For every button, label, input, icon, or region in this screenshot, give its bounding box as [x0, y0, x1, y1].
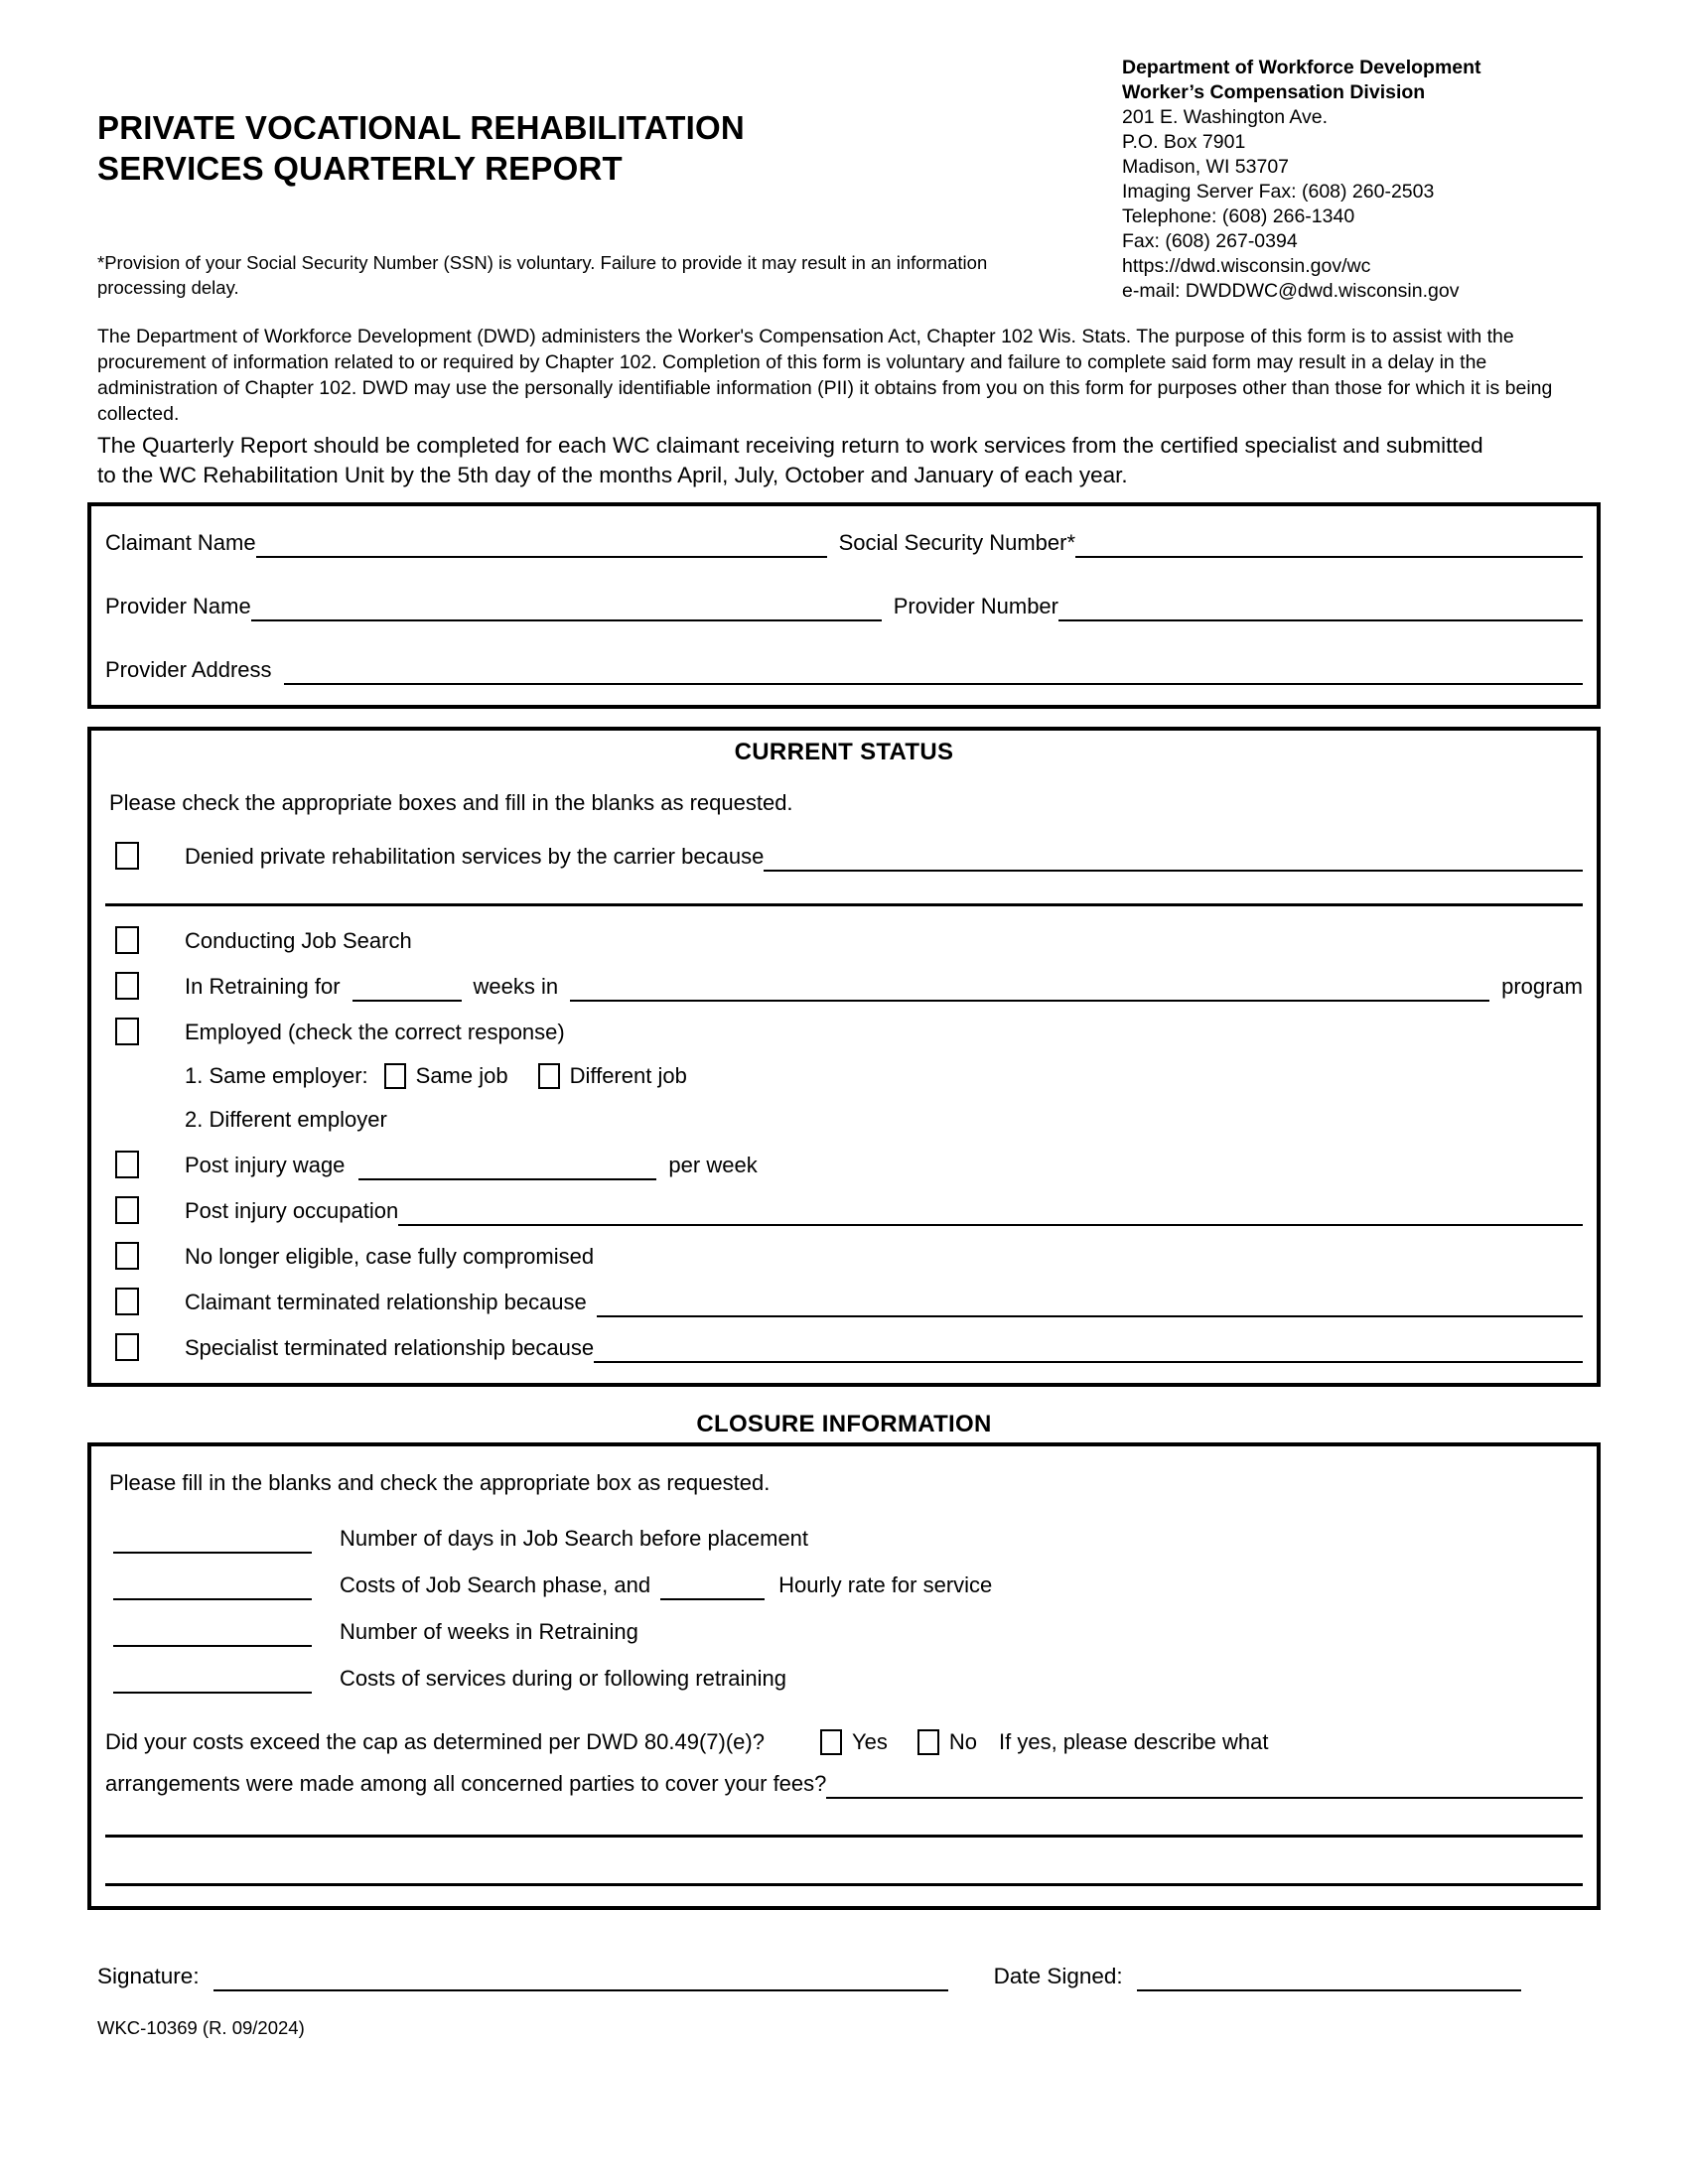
closure-information-box: [87, 1442, 1601, 1910]
specialist-terminated-label: Specialist terminated relationship because: [185, 1335, 595, 1360]
per-week-label: per week: [668, 1153, 758, 1177]
checkbox-different-job[interactable]: [538, 1063, 560, 1089]
denied-reason-input[interactable]: [764, 842, 1583, 872]
form-header: [87, 0, 1601, 304]
form-number: WKC-10369 (R. 09/2024): [97, 2017, 305, 2038]
checkbox-cap-yes[interactable]: [820, 1729, 842, 1755]
current-status-title: CURRENT STATUS: [734, 739, 954, 765]
if-yes-label-part1: If yes, please describe what: [999, 1729, 1269, 1754]
agency-fax: Fax: (608) 267-0394: [1122, 230, 1298, 252]
checkbox-post-injury-wage[interactable]: [115, 1151, 139, 1178]
signature-row: [87, 1962, 1601, 1991]
employed-row: [105, 1018, 1583, 1047]
provider-name-label: Provider Name: [105, 594, 251, 618]
checkbox-cap-no[interactable]: [917, 1729, 939, 1755]
employed-label: Employed (check the correct response): [185, 1020, 565, 1044]
agency-street: 201 E. Washington Ave.: [1122, 106, 1329, 128]
page-title-line1: PRIVATE VOCATIONAL REHABILITATION: [97, 109, 745, 146]
checkbox-employed[interactable]: [115, 1018, 139, 1045]
post-injury-wage-label: Post injury wage: [185, 1153, 346, 1177]
post-injury-wage-input[interactable]: [358, 1151, 656, 1180]
if-yes-label-part2: arrangements were made among all concerned parties to cover your fees?: [105, 1771, 827, 1796]
costs-job-search-label: Costs of Job Search phase, and: [340, 1572, 651, 1597]
same-employer-row: [185, 1061, 1583, 1091]
costs-of-services-input[interactable]: [113, 1664, 312, 1694]
agency-name: Department of Workforce Development: [1122, 57, 1481, 78]
post-injury-occupation-input[interactable]: [398, 1196, 1583, 1226]
retraining-prefix-label: In Retraining for: [185, 974, 341, 999]
costs-job-search-input[interactable]: [113, 1570, 312, 1600]
current-status-box: [87, 727, 1601, 1387]
checkbox-no-longer-eligible[interactable]: [115, 1242, 139, 1270]
agency-imaging-fax: Imaging Server Fax: (608) 260-2503: [1122, 181, 1435, 203]
checkbox-same-job[interactable]: [384, 1063, 406, 1089]
no-longer-eligible-row: [105, 1242, 1583, 1272]
agency-website-link: https://dwd.wisconsin.gov/wc: [1122, 255, 1371, 277]
weeks-in-retraining-label: Number of weeks in Retraining: [340, 1619, 638, 1644]
costs-of-services-row: [105, 1664, 1583, 1694]
provider-address-label: Provider Address: [105, 657, 272, 682]
checkbox-specialist-terminated[interactable]: [115, 1333, 139, 1361]
provider-address-input[interactable]: [284, 655, 1583, 685]
claimant-name-input[interactable]: [256, 528, 827, 558]
signature-label: Signature:: [97, 1964, 200, 1988]
retraining-middle-label: weeks in: [473, 974, 559, 999]
identification-box: [87, 502, 1601, 709]
checkbox-conducting-job-search[interactable]: [115, 926, 139, 954]
date-signed-label: Date Signed:: [993, 1964, 1123, 1988]
conducting-job-search-label: Conducting Job Search: [185, 928, 412, 953]
provider-number-input[interactable]: [1058, 592, 1583, 621]
post-injury-occupation-row: [105, 1196, 1583, 1226]
hourly-rate-input[interactable]: [660, 1570, 765, 1600]
cap-no-label: No: [948, 1729, 977, 1754]
quarterly-report-paragraph: The Quarterly Report should be completed for each WC claimant receiving return to work services from the certified specialist and submitted to the WC Rehabilitation Unit by the 5th day of the months April, July, October and January of each year.: [97, 433, 1483, 487]
ssn-label: Social Security Number*: [838, 530, 1076, 555]
different-employer-label: 2. Different employer: [185, 1107, 387, 1132]
ssn-input[interactable]: [1075, 528, 1583, 558]
retraining-row: [105, 972, 1583, 1002]
claimant-terminated-reason-input[interactable]: [597, 1288, 1583, 1317]
specialist-terminated-reason-input[interactable]: [594, 1333, 1583, 1363]
ssn-disclosure-note: *Provision of your Social Security Number (SSN) is voluntary. Failure to provide it may result in an information processing delay.: [97, 252, 988, 298]
hourly-rate-label: Hourly rate for service: [778, 1572, 993, 1597]
signature-input[interactable]: [213, 1962, 948, 1991]
provider-row: [105, 592, 1583, 621]
provider-name-input[interactable]: [251, 592, 882, 621]
fees-arrangements-input[interactable]: [826, 1769, 1583, 1799]
checkbox-in-retraining[interactable]: [115, 972, 139, 1000]
agency-address-block: [1122, 56, 1601, 304]
same-employer-label: 1. Same employer:: [185, 1063, 368, 1088]
claimant-name-label: Claimant Name: [105, 530, 256, 555]
post-injury-occupation-label: Post injury occupation: [185, 1198, 399, 1223]
cap-question-row2: [105, 1769, 1583, 1799]
closure-instructions: Please fill in the blanks and check the appropriate box as requested.: [109, 1470, 771, 1495]
costs-job-search-row: [105, 1570, 1583, 1600]
page-title-line2: SERVICES QUARTERLY REPORT: [97, 150, 623, 187]
agency-telephone: Telephone: (608) 266-1340: [1122, 205, 1355, 227]
agency-division: Worker’s Compensation Division: [1122, 81, 1426, 103]
costs-of-services-label: Costs of services during or following retraining: [340, 1666, 786, 1691]
no-longer-eligible-label: No longer eligible, case fully compromised: [185, 1244, 595, 1269]
page-title: [97, 107, 1070, 189]
claimant-row: [105, 528, 1583, 558]
weeks-in-retraining-row: [105, 1617, 1583, 1647]
post-injury-wage-row: [105, 1151, 1583, 1180]
closure-information-title: CLOSURE INFORMATION: [696, 1411, 992, 1437]
provider-address-row: [105, 655, 1583, 685]
days-in-job-search-row: [105, 1524, 1583, 1554]
claimant-terminated-row: [105, 1288, 1583, 1317]
cap-yes-label: Yes: [851, 1729, 888, 1754]
cap-question-label: Did your costs exceed the cap as determined per DWD 80.49(7)(e)?: [105, 1729, 765, 1754]
retraining-suffix-label: program: [1501, 974, 1583, 999]
different-job-label: Different job: [569, 1063, 687, 1088]
specialist-terminated-row: [105, 1333, 1583, 1363]
denied-reason-continuation-input[interactable]: [105, 903, 1583, 906]
agency-po-box: P.O. Box 7901: [1122, 131, 1246, 153]
denied-row: [105, 842, 1583, 872]
same-job-label: Same job: [415, 1063, 508, 1088]
agency-email: e-mail: DWDDWC@dwd.wisconsin.gov: [1122, 280, 1460, 302]
retraining-program-input[interactable]: [570, 972, 1489, 1002]
fees-arrangements-line2-input[interactable]: [105, 1835, 1583, 1838]
claimant-terminated-label: Claimant terminated relationship because: [185, 1290, 587, 1314]
checkbox-claimant-terminated[interactable]: [115, 1288, 139, 1315]
cap-question-row: [105, 1727, 1583, 1757]
days-in-job-search-input[interactable]: [113, 1524, 312, 1554]
days-in-job-search-label: Number of days in Job Search before placement: [340, 1526, 809, 1551]
dwd-administers-paragraph: The Department of Workforce Development (DWD) administers the Worker's Compensation Act, Chapter 102 Wis. Stats. The purpose of this form is to assist with the procurement of information related to or required by Chapter 102. Completion of this form is voluntary and failure to complete said form may result in a delay in the administration of Chapter 102. DWD may use the personally identifiable information (PII) it obtains from you on this form for purposes other than those for which it is being collected.: [97, 326, 1553, 425]
provider-number-label: Provider Number: [893, 594, 1058, 618]
conducting-job-search-row: [105, 926, 1583, 956]
denied-label: Denied private rehabilitation services by the carrier because: [185, 844, 765, 869]
fees-arrangements-line3-input[interactable]: [105, 1883, 1583, 1886]
weeks-in-retraining-input[interactable]: [113, 1617, 312, 1647]
date-signed-input[interactable]: [1137, 1962, 1521, 1991]
checkbox-post-injury-occupation[interactable]: [115, 1196, 139, 1224]
agency-city-state-zip: Madison, WI 53707: [1122, 156, 1290, 178]
current-status-instructions: Please check the appropriate boxes and fill in the blanks as requested.: [109, 790, 793, 815]
checkbox-denied-services[interactable]: [115, 842, 139, 870]
retraining-weeks-input[interactable]: [352, 972, 462, 1002]
different-employer-row: [185, 1105, 1583, 1135]
